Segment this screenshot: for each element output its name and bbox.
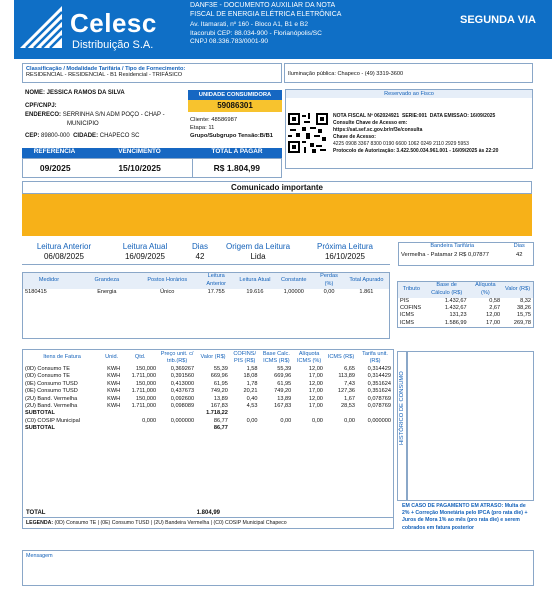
customer-city: CHAPECO SC xyxy=(99,133,140,139)
celesc-logo xyxy=(16,2,216,56)
unit-number: 59086301 xyxy=(188,100,282,112)
brand-subtitle: Distribuição S.A. xyxy=(72,39,154,51)
invoice-item-row xyxy=(23,403,393,410)
tax-cell: 15,75 xyxy=(517,312,531,319)
next-reading-label: Próxima Leitura xyxy=(316,242,374,251)
tax-cell: 12,00 xyxy=(486,312,501,319)
invoice-item-cell: 12,00 xyxy=(308,380,323,387)
invoice-item-cell: (0E) Consumo TUSD xyxy=(25,388,78,395)
tax-cell: 2,67 xyxy=(489,304,501,311)
meter-cell: 1.861 xyxy=(359,288,374,295)
access-key: 4225 0908 3367 8300 0190 6600 1062 0249 2110 2929 5953 xyxy=(333,140,469,147)
next-reading: 16/10/2025 xyxy=(324,252,366,261)
current-reading-label: Leitura Atual xyxy=(122,242,168,251)
tax-row xyxy=(398,312,534,319)
invoice-item-cell: 167,83 xyxy=(274,403,292,410)
legend xyxy=(26,520,287,526)
classification-box xyxy=(22,63,282,83)
invoice-item-cell: 12,00 xyxy=(308,395,323,402)
client-code: Cliente: 48586987 xyxy=(190,117,238,123)
document-title xyxy=(190,2,341,19)
qr-code-icon xyxy=(288,113,328,153)
invoice-item-cell: 0,351624 xyxy=(367,380,391,387)
invoice-item-row xyxy=(23,425,393,432)
meter-header: Constante xyxy=(280,277,307,284)
invoice-item-cell: 0,413000 xyxy=(170,380,195,387)
invoice-item-cell: (C0) COSIP Municipal xyxy=(25,417,80,424)
brand-name: Celesc xyxy=(70,8,157,38)
tariff-flag-label: Bandeira Tarifária xyxy=(430,243,475,249)
invoice-item-cell: 1.718,22 xyxy=(206,410,228,417)
meter-table xyxy=(22,272,390,339)
access-key-label: Chave de Acesso: xyxy=(333,133,376,140)
invoice-item-cell: 7,43 xyxy=(344,380,356,387)
invoice-item-cell: KWH xyxy=(107,395,121,402)
meter-cell: 0,00 xyxy=(323,288,335,295)
items-total-label: TOTAL xyxy=(26,510,46,516)
invoice-item-cell: 13,89 xyxy=(277,395,292,402)
late-payment-notice: EM CASO DE PAGAMENTO EM ATRASO: Multa de 2% + Correção Monetária pelo IPCA (pro rata die) + Juros de Mora 1% ao mês (pro rata die) e serem cobrados em fatura posterior xyxy=(402,503,528,531)
city-label: CIDADE: xyxy=(73,133,99,139)
invoice-item-cell xyxy=(259,425,293,432)
invoice-item-cell xyxy=(101,410,122,417)
invoice-item-cell: 1.711,000 xyxy=(131,403,157,410)
invoice-item-cell: 669,96 xyxy=(210,373,228,380)
invoice-item-cell: 150,000 xyxy=(135,395,157,402)
reference-month: 09/2025 xyxy=(39,163,71,173)
customer-cpf: CPF/CNPJ: xyxy=(25,103,57,109)
tax-row xyxy=(398,298,534,305)
invoice-item-cell xyxy=(357,410,393,417)
invoice-item-cell: (2U) Band. Vermelha xyxy=(25,403,78,410)
tax-cell: PIS xyxy=(400,297,410,304)
invoice-item-cell: 0,391560 xyxy=(170,373,195,380)
invoice-item-cell: SUBTOTAL xyxy=(25,410,55,417)
tax-cell: COFINS xyxy=(400,304,422,311)
items-header: Preço unit. c/ trib.(R$) xyxy=(160,350,194,364)
invoice-item-cell: KWH xyxy=(107,380,121,387)
invoice-item-cell: 1.711,000 xyxy=(131,388,157,395)
issue-date: DATA EMISSAO: 16/09/2025 xyxy=(429,113,496,119)
payment-header xyxy=(22,148,282,158)
invoice-item-row xyxy=(23,388,393,395)
legend-label: LEGENDA: xyxy=(26,520,54,526)
invoice-item-cell: 113,89 xyxy=(338,373,356,380)
invoice-item-row xyxy=(23,396,393,403)
invoice-item-cell: 0,098089 xyxy=(170,403,195,410)
meter-cell: 1,00000 xyxy=(283,288,304,295)
invoice-item-cell: 127,36 xyxy=(337,388,356,395)
customer-address2: MUNICIPIO xyxy=(67,121,99,127)
tax-cell: 1.586,99 xyxy=(444,319,467,326)
tension-group: Grupo/Subgrupo Tensão:B/B1 xyxy=(190,133,273,139)
address-line2: Itacorubi CEP: 88.034-900 - Florianópolis/SC xyxy=(190,29,322,37)
meter-header: Perdas (%) xyxy=(320,273,338,287)
invoice-item-cell: 20,21 xyxy=(243,388,258,395)
due-date: 15/10/2025 xyxy=(118,163,161,173)
classification-value: RESIDENCIAL - RESIDENCIAL - B1 Residencial - TRIFÁSICO xyxy=(26,72,183,78)
invoice-item-cell xyxy=(357,425,393,432)
invoice-item-cell xyxy=(293,425,325,432)
invoice-item-cell: 0,078769 xyxy=(367,403,391,410)
invoice-item-cell: KWH xyxy=(107,388,121,395)
invoice-item-row xyxy=(23,366,393,373)
via-label: SEGUNDA VIA xyxy=(460,14,536,26)
notice-banner xyxy=(22,194,532,236)
tariff-flag: Vermelha - Patamar 2 R$ 0,07877 xyxy=(401,252,489,258)
tariff-flag-box xyxy=(398,242,534,266)
invoice-item-cell: 13,89 xyxy=(213,395,228,402)
invoice-item-cell: KWH xyxy=(107,366,121,372)
invoice-item-cell: 0,369267 xyxy=(170,366,195,372)
tax-header: Tributo xyxy=(402,286,420,293)
tax-header: Base de Cálculo (R$) xyxy=(431,282,463,296)
address-label: ENDERECO: xyxy=(25,112,62,118)
company-cnpj: CNPJ 08.336.783/0001-90 xyxy=(190,38,269,45)
previous-reading-label: Leitura Anterior xyxy=(36,242,92,251)
invoice-item-row xyxy=(23,373,393,380)
unit-label: UNIDADE CONSUMIDORA xyxy=(188,90,282,100)
invoice-item-cell: 6,65 xyxy=(344,366,356,372)
invoice-item-cell: 1,78 xyxy=(246,380,258,387)
invoice-item-cell xyxy=(325,410,357,417)
invoice-items-table xyxy=(23,350,393,433)
items-header: COFINS/ PIS (R$) xyxy=(233,350,257,364)
invoice-item-cell: (0D) Consumo TE xyxy=(25,366,70,372)
invoice-item-cell xyxy=(101,418,122,425)
invoice-item-cell: 1.711,000 xyxy=(131,373,157,380)
invoice-item-cell: SUBTOTAL xyxy=(25,425,55,432)
items-body xyxy=(23,366,393,433)
total-label: TOTAL A PAGAR xyxy=(192,148,282,158)
consult-url[interactable]: https://sat.sef.sc.gov.br/nf3e/consulta xyxy=(333,126,423,133)
invoice-item-cell xyxy=(293,410,325,417)
tax-row xyxy=(398,320,534,328)
invoice-item-cell: 167,83 xyxy=(210,403,228,410)
invoice-item-row xyxy=(23,410,393,417)
items-header: Valor (R$) xyxy=(200,354,226,361)
invoice-item-row xyxy=(23,381,393,388)
meter-cell: 19.616 xyxy=(246,288,264,295)
invoice-item-cell: 4,53 xyxy=(246,403,258,410)
invoice-item-cell: 18,08 xyxy=(243,373,258,380)
invoice-item-cell: 55,39 xyxy=(213,366,228,372)
invoice-item-cell: 669,96 xyxy=(274,373,292,380)
message-box xyxy=(22,550,534,586)
meter-header: Leitura Anterior xyxy=(206,273,227,287)
invoice-item-cell xyxy=(230,410,260,417)
legend-divider xyxy=(22,517,394,518)
previous-reading: 06/08/2025 xyxy=(43,252,85,261)
current-reading: 16/09/2025 xyxy=(124,252,166,261)
invoice-series: SERIE:001 xyxy=(402,113,428,119)
meter-header-row xyxy=(23,273,390,289)
invoice-item-cell: 0,078769 xyxy=(367,395,391,402)
invoice-item-cell: 0,437673 xyxy=(170,388,195,395)
invoice-item-cell: 12,00 xyxy=(308,366,323,372)
invoice-item-cell: (0E) Consumo TUSD xyxy=(25,380,78,387)
tax-cell: 1.432,67 xyxy=(444,304,467,311)
invoice-item-cell xyxy=(101,425,122,432)
items-header: Itens de Fatura xyxy=(43,354,81,361)
tax-cell: 1.432,67 xyxy=(444,297,467,304)
logo-icon xyxy=(18,4,64,50)
meter-cell: 5180415 xyxy=(25,288,47,295)
fisco-reserved: Reservado ao Fisco xyxy=(286,90,532,98)
items-header: Tarifa unit. (R$) xyxy=(362,350,388,364)
flag-days: 42 xyxy=(515,252,523,258)
invoice-item-row xyxy=(23,418,393,425)
invoice-item-cell: 0,00 xyxy=(344,417,356,424)
customer-address: SERRINHA S/N ADM POÇO - CHAP - xyxy=(62,112,165,118)
invoice-item-cell: 17,00 xyxy=(308,373,323,380)
payment-values xyxy=(22,158,282,178)
tax-cell: 269,78 xyxy=(513,319,531,326)
invoice-item-cell: 86,77 xyxy=(213,425,228,432)
invoice-item-cell xyxy=(122,425,158,432)
invoice-item-cell xyxy=(122,410,158,417)
invoice-item-cell: (2U) Band. Vermelha xyxy=(25,395,78,402)
meter-header: Total Apurado xyxy=(349,277,384,284)
invoice-item-cell: (0D) Consumo TE xyxy=(25,373,70,380)
invoice-item-cell: 28,53 xyxy=(341,403,356,410)
company-address xyxy=(190,21,322,47)
meter-cell: Energia xyxy=(97,288,117,295)
meter-cell: Único xyxy=(160,288,175,295)
public-lighting-box xyxy=(284,63,533,83)
days-label: Dias xyxy=(191,242,208,251)
doc-title-line2: FISCAL DE ENERGIA ELÉTRICA ELETRÔNICA xyxy=(190,10,342,18)
invoice-item-cell xyxy=(230,425,260,432)
tax-cell: 17,00 xyxy=(486,319,501,326)
invoice-item-cell: 749,20 xyxy=(274,388,292,395)
invoice-item-cell: 61,95 xyxy=(277,380,292,387)
readings-divider xyxy=(22,264,390,265)
tax-row xyxy=(398,305,534,312)
invoice-item-cell: 61,95 xyxy=(213,380,228,387)
invoice-item-cell: 0,092600 xyxy=(170,395,195,402)
items-header: ICMS (R$) xyxy=(327,354,355,361)
meter-header: Medidor xyxy=(38,277,60,284)
invoice-item-cell: 0,000000 xyxy=(367,417,391,424)
unit-details xyxy=(190,116,273,140)
meter-header: Grandeza xyxy=(94,277,120,284)
notice-title: Comunicado importante xyxy=(22,181,532,194)
meter-row xyxy=(23,289,390,339)
tax-cell: ICMS xyxy=(400,319,414,326)
tax-cell: 131,23 xyxy=(449,312,467,319)
tax-header-row xyxy=(398,282,534,298)
invoice-item-cell: 0,00 xyxy=(246,417,258,424)
invoice-item-cell xyxy=(325,425,357,432)
meter-header: Postos Horários xyxy=(147,277,188,284)
invoice-item-cell: 150,000 xyxy=(135,380,157,387)
invoice-item-cell: 749,20 xyxy=(210,388,228,395)
address-line1: Av. Itamarati, nº 160 - Bloco A1, B1 e B2 xyxy=(190,21,308,28)
invoice-item-cell xyxy=(158,425,196,432)
public-lighting: Iluminação pública: Chapeco - (49) 3319-3600 xyxy=(288,71,404,77)
classification-label: Classificação / Modalidade Tarifária / Tipo de Fornecimento: xyxy=(26,66,186,72)
invoice-item-cell: 0,00 xyxy=(280,417,292,424)
items-header: Alíquota ICMS (%) xyxy=(296,350,322,364)
customer-info xyxy=(25,89,195,141)
invoice-item-cell: 0,000000 xyxy=(170,417,195,424)
meter-cell: 17.755 xyxy=(207,288,225,295)
authorization-protocol: Protocolo de Autorização: 3.422.500.034.961.001 - 16/09/2025 às 22:20 xyxy=(333,147,499,154)
invoice-item-cell: 0,314429 xyxy=(367,366,391,372)
invoice-item-cell: 0,00 xyxy=(312,417,323,424)
tax-cell: 8,32 xyxy=(520,297,531,304)
invoice-item-cell: 86,77 xyxy=(213,417,228,424)
tax-cell: 0,58 xyxy=(489,297,501,304)
invoice-item-cell: 0,314429 xyxy=(367,373,391,380)
invoice-item-cell: 17,00 xyxy=(308,388,323,395)
tax-table xyxy=(397,281,534,328)
invoice-number: NOTA FISCAL Nº 062024921 xyxy=(333,113,400,119)
history-chart-area xyxy=(407,351,534,501)
invoice-item-cell xyxy=(158,410,196,417)
due-date-label: VENCIMENTO xyxy=(87,148,192,158)
doc-title-line1: DANF3E - DOCUMENTO AUXILIAR DA NOTA xyxy=(190,2,336,9)
cep-label: CEP: xyxy=(25,133,40,139)
items-header-row xyxy=(23,350,393,366)
tax-cell: 38,26 xyxy=(517,304,531,311)
days: 42 xyxy=(195,252,205,261)
message-label: Mensagem xyxy=(26,553,53,559)
invoice-item-cell: 150,000 xyxy=(135,366,157,372)
meter-header: Leitura Atual xyxy=(239,277,271,284)
flag-days-label: Dias xyxy=(513,243,525,249)
items-total: 1.804,99 xyxy=(196,510,220,516)
legend-text: (0D) Consumo TE | (0E) Consumo TUSD | (2U) Bandeira Vermelha | (C0) COSIP Municipal Chapeco xyxy=(54,520,287,526)
reading-origin-label: Origem da Leitura xyxy=(225,242,291,251)
invoice-item-cell: KWH xyxy=(107,403,121,410)
invoice-item-cell: 1,58 xyxy=(246,366,258,372)
stage: Etapa: 11 xyxy=(190,125,215,131)
invoice-item-cell: 0,351624 xyxy=(367,388,391,395)
invoice-item-cell: 0,40 xyxy=(246,395,258,402)
reading-origin: Lida xyxy=(250,252,266,261)
tax-cell: ICMS xyxy=(400,312,414,319)
customer-cep: 89800-000 xyxy=(41,133,70,139)
readings xyxy=(24,242,390,264)
total-amount: R$ 1.804,99 xyxy=(192,159,281,177)
invoice-item-cell: 1,67 xyxy=(344,395,356,402)
customer-name: NOME: JESSICA RAMOS DA SILVA xyxy=(25,90,125,96)
fisco-details xyxy=(333,113,531,154)
tax-header: Valor (R$) xyxy=(505,286,531,293)
invoice-item-cell: 55,39 xyxy=(277,366,292,372)
tax-header: Alíquota (%) xyxy=(475,282,496,296)
items-header: Base Calc. ICMS (R$) xyxy=(262,350,290,364)
items-header: Qtd. xyxy=(134,354,146,361)
invoice-item-cell xyxy=(259,410,293,417)
invoice-item-cell: 17,00 xyxy=(308,403,323,410)
invoice-item-cell: KWH xyxy=(107,373,121,380)
reference-label: REFERÊNCIA xyxy=(22,148,87,158)
history-label: HISTÓRICO DE CONSUMO xyxy=(399,371,405,445)
items-header: Unid. xyxy=(105,354,119,361)
consult-label: Consulte Chave de Acesso em: xyxy=(333,119,408,126)
invoice-item-cell: 0,000 xyxy=(142,417,157,424)
